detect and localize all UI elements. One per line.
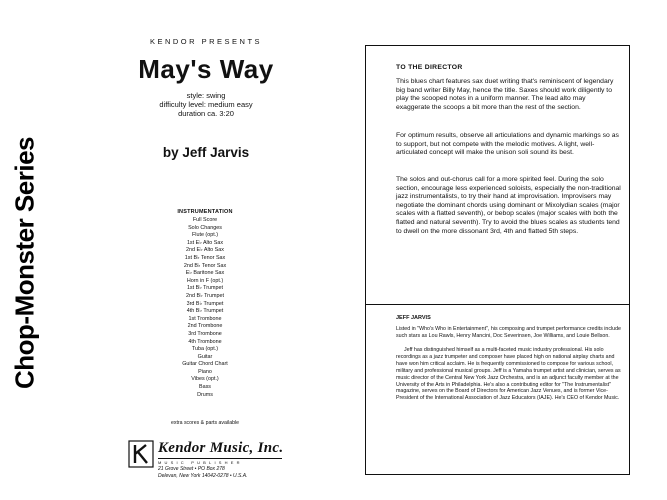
instrument-item: E♭ Baritone Sax	[185, 270, 225, 277]
composer-bio-box	[365, 305, 630, 475]
style-line: style: swing	[186, 91, 226, 100]
instrument-item: 4th B♭ Trumpet	[186, 308, 224, 315]
instrument-item: Tuba (opt.)	[191, 346, 219, 353]
instrument-item: Drums	[197, 391, 213, 398]
series-spine	[0, 118, 50, 408]
director-paragraph: The solos and out-chorus call for a more spirited feel. During the solo section, encourage less experienced soloists, especially the non-traditional jazz instrumentalists, to try their hand at improvisation. Improvisers may negotiate the dominant chords using dominant or Mixolydian scales (major scales with a flatted seventh), or bebop scales (major scales with both the flatted and natural seventh). Try to avoid the blues scales as students tend to dwell on the more dissonant 3rd, 4th and flatted 5th steps.	[396, 176, 621, 235]
instrument-item: Solo Changes	[188, 224, 222, 231]
instrumentation-list	[140, 217, 270, 399]
logo-subtitle: MUSIC PUBLISHER	[158, 460, 243, 465]
instrument-item: 2nd E♭ Alto Sax	[186, 247, 224, 254]
bio-paragraph: Listed in "Who's Who in Entertainment", his composing and trumpet performance credits include such stars as Lou Rawls, Henry Mancini, Doc Severinsen, Joe Williams, and Louie Bellson.	[396, 326, 621, 339]
logo-rule	[158, 458, 282, 459]
bio-heading: JEFF JARVIS	[396, 315, 431, 321]
instrument-item: 1st E♭ Alto Sax	[186, 239, 224, 246]
byline: by Jeff Jarvis	[162, 145, 250, 160]
publisher-logo	[128, 440, 284, 480]
difficulty-line: difficulty level: medium easy	[159, 100, 253, 109]
instrument-item: Piano	[198, 368, 212, 375]
instrumentation-heading: INSTRUMENTATION	[177, 209, 233, 215]
instrument-item: 3rd Trombone	[188, 330, 222, 337]
instrument-item: Guitar	[197, 353, 213, 360]
logo-company-name: Kendor Music, Inc.	[158, 440, 284, 456]
duration-line: duration ca. 3:20	[178, 109, 234, 118]
publisher-line: KENDOR PRESENTS	[149, 37, 263, 46]
instrument-item: Horn in F (opt.)	[186, 277, 224, 284]
instrument-item: 2nd B♭ Tenor Sax	[183, 262, 227, 269]
instrument-item: 2nd Trombone	[187, 323, 223, 330]
instrument-item: Full Score	[192, 217, 218, 223]
instrument-item: Guitar Chord Chart	[182, 361, 228, 368]
director-paragraph: For optimum results, observe all articulations and dynamic markings so as to support, but not compete with the melodic motives. A light, well-articulated concept will make the unison soli sound its best.	[396, 132, 619, 157]
instrument-item: 2nd B♭ Trumpet	[186, 292, 224, 299]
logo-address-line-2: Delevan, New York 14042-0278 • U.S.A.	[158, 473, 248, 479]
logo-address-line-1: 21 Grove Street • PO Box 278	[158, 466, 225, 472]
instrument-item: Flute (opt.)	[191, 232, 219, 239]
director-heading: TO THE DIRECTOR	[396, 64, 463, 71]
page-title: May's Way	[138, 54, 274, 84]
instrument-item: Vibes (opt.)	[191, 376, 219, 383]
bio-paragraph: Jeff has distinguished himself as a multi-faceted music industry professional. His solo recordings as a jazz trumpeter and composer have placed high on national airplay charts and have won him critical acclaim. He is frequently commissioned to compose for various school, military and professional musical groups. Jeff is a Yamaha trumpet artist and clinician, serves as music director of the Central New York Jazz Orchestra, and is an adjunct faculty member at the University of the Arts in Philadelphia. He's also a contributing editor for "The Instrumentalist" magazine, serves on the Board of Directors for American Jazz Venues, and is former Vice-President of the International Association of Jazz Educators (IAJE). He's CEO of Kendor Music.	[396, 347, 621, 402]
instrument-item: 1st Trombone	[188, 315, 222, 322]
series-title: Chop-Monster Series	[9, 137, 40, 389]
director-notes-box	[365, 45, 630, 305]
extra-parts-note: extra scores & parts available	[170, 420, 240, 426]
instrument-item: 1st B♭ Tenor Sax	[184, 254, 226, 261]
instrument-item: Bass	[199, 384, 211, 391]
director-paragraph: This blues chart features sax duet writing that's reminiscent of legendary big band writer Billy May, hence the title. Saxes should work diligently to play the scooped notes in a uniform manner. The lead alto may exaggerate the scoops a bit more than the rest of the section.	[396, 78, 614, 111]
instrument-item: 1st B♭ Trumpet	[186, 285, 224, 292]
instrument-item: 4th Trombone	[188, 338, 222, 345]
instrument-item: 3rd B♭ Trumpet	[186, 300, 224, 307]
kendor-k-logo-icon	[128, 440, 154, 468]
